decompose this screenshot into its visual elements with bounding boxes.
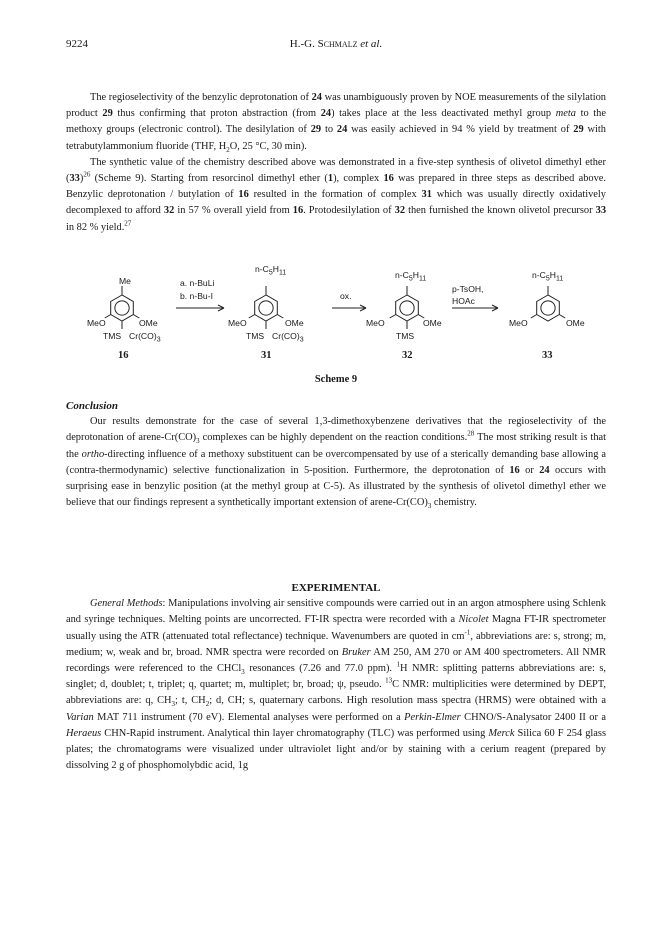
cmpd31-right-group: OMe [285,318,304,328]
arrow1-reagent-1: a. n-BuLi [180,278,215,288]
scheme-9-figure [66,256,606,388]
cmpd16-chromium-complex: $Cr(CO)_3$ [129,331,161,344]
ring-33-right-bond [559,315,565,319]
experimental-heading: EXPERIMENTAL [291,582,381,594]
ring-31 [255,295,278,321]
ring-33 [537,295,560,321]
cmpd16-tms-group: TMS [103,331,122,341]
cmpd32-right-group: OMe [423,318,442,328]
page-header [66,38,606,54]
conclusion-section [66,398,606,511]
cmpd16-top-group: Me [119,276,131,286]
cmpd32-tms-group: TMS [396,331,415,341]
ring-31-right-bond [277,315,283,319]
cmpd33-top-group: $n-C_5H_{11}$ [532,270,564,283]
cmpd33-left-group: MeO [509,318,528,328]
intro-section [66,90,606,236]
page-number: 9224 [66,38,88,50]
arrow1-reagent-2: b. n-Bu-I [180,291,213,301]
cmpd32-top-group: $n-C_5H_{11}$ [395,270,427,283]
conclusion-paragraph: Our results demonstrate for the case of several 1,3-dimethoxybenzene derivatives that the regioselectivity of the deprotonation of arene-$Cr(CO)_3$ complexes can be highly dependent on the reaction conditions.$^{28}$ The most striking result is that the ortho-directing influence of a methoxy substituent can be overcompensated by use of a sterically demanding base allowing a (contra-thermodynamic) selective functionalization in 5-position. Furthermore, the deprotonation of 16 or 24 occurs with surprising ease in benzylic position (at the methyl group at C-5). As illustrated by the synthesis of olivetol dimethyl ether we believe that our findings represent a synthetically important extension of arene-$Cr(CO)_3$ chemistry. [66,416,607,511]
cmpd31-chromium-complex: $Cr(CO)_3$ [272,331,304,344]
general-methods-paragraph: General Methods: Manipulations involving air sensitive compounds were carried out in an argon atmosphere using Schlenk and syringe techniques. Melting points are uncorrected. FT-IR spectra were recorded with a Nicolet Magna FT-IR spectrometer usually using the ATR (attenuated total reflectance) technique. Wavenumbers are quoted in $cm^{-1}$, abbreviations are: s, strong; m, medium; w, weak and br, broad. NMR spectra were recorded on Bruker AM 250, AM 270 or AM 400 spectrometers. All NMR recordings were referenced to the CHCl$_3$ resonances (7.26 and 77.0 ppm). $^1$H NMR: splitting patterns abbreviations are: s, singlet; d, doublet; t, triplet; q, quartet; m, multiplet; br, broad; ψ, pseudo. $^{13}$C NMR: multiplicities were determined by DEPT, abbreviations are: q, $CH_3$; t, $CH_2$; d, CH; s, quaternary carbons. High resolution mass spectra (HRMS) were obtained with a Varian MAT 711 instrument (70 eV). Elemental analyses were performed on a Perkin-Elmer CHNO/S-Analysator 2400 II or a Heraeus CHN-Rapid instrument. Analytical thin layer chromatography (TLC) was performed using Merck Silica 60 F 254 glass plates; the chromatograms were visualized under ultraviolet light and/or by staining with a cerium reagent (prepared by dissolving 2 g of phosphomolybdic acid, 1g [66,598,607,772]
ring-33-left-bond [531,315,537,319]
compound-label-16: 16 [118,350,129,361]
cmpd31-left-group: MeO [228,318,247,328]
cmpd31-tms-group: TMS [246,331,265,341]
cmpd16-left-group: MeO [87,318,106,328]
compound-label-32: 32 [402,350,413,361]
intro-paragraph-1: The regioselectivity of the benzylic deprotonation of 24 was unambiguously proven by NOE measurements of the silylation product 29 thus confirming that proton abstraction (from 24) takes place at the less deactivated methyl group meta to the methoxy groups (electronic control). The desilylation of 29 to 24 was easily achieved in 94 % yield by treatment of 29 with tetrabutylammonium fluoride (THF, $H_2O$, 25 °C, 30 min). [66,92,607,154]
compound-label-31: 31 [261,350,272,361]
cmpd16-right-group: OMe [139,318,158,328]
compound-label-33: 33 [542,350,553,361]
ring-32-left-bond [390,315,396,319]
ring-16 [111,295,134,321]
ring-32 [396,295,419,321]
arrow2-reagent: ox. [340,291,352,301]
cmpd32-left-group: MeO [366,318,385,328]
cmpd33-right-group: OMe [566,318,585,328]
running-title: H.-G. Schmalz et al. [289,38,383,50]
experimental-section [66,580,606,774]
ring-31-left-bond [249,315,255,319]
cmpd31-top-group: $n-C_5H_{11}$ [255,264,287,277]
scheme-caption: Scheme 9 [314,374,358,385]
conclusion-heading: Conclusion [66,400,118,412]
arrow3-reagent-2: HOAc [452,296,475,306]
intro-paragraph-2: The synthetic value of the chemistry described above was demonstrated in a five-step synthesis of olivetol dimethyl ether $(33)^{26}$ (Scheme 9). Starting from resorcinol dimethyl ether (1), complex 16 was prepared in three steps as described above. Benzylic deprotonation / butylation of 16 resulted in the formation of complex 31 which was usually directly oxidatively decomplexed to afford 32 in 57 % overall yield from 16. Protodesilylation of 32 then furnished the known olivetol precursor 33 in 82 % yield.$^{27}$ [66,156,607,233]
arrow3-reagent-1: p-TsOH, [452,284,484,294]
